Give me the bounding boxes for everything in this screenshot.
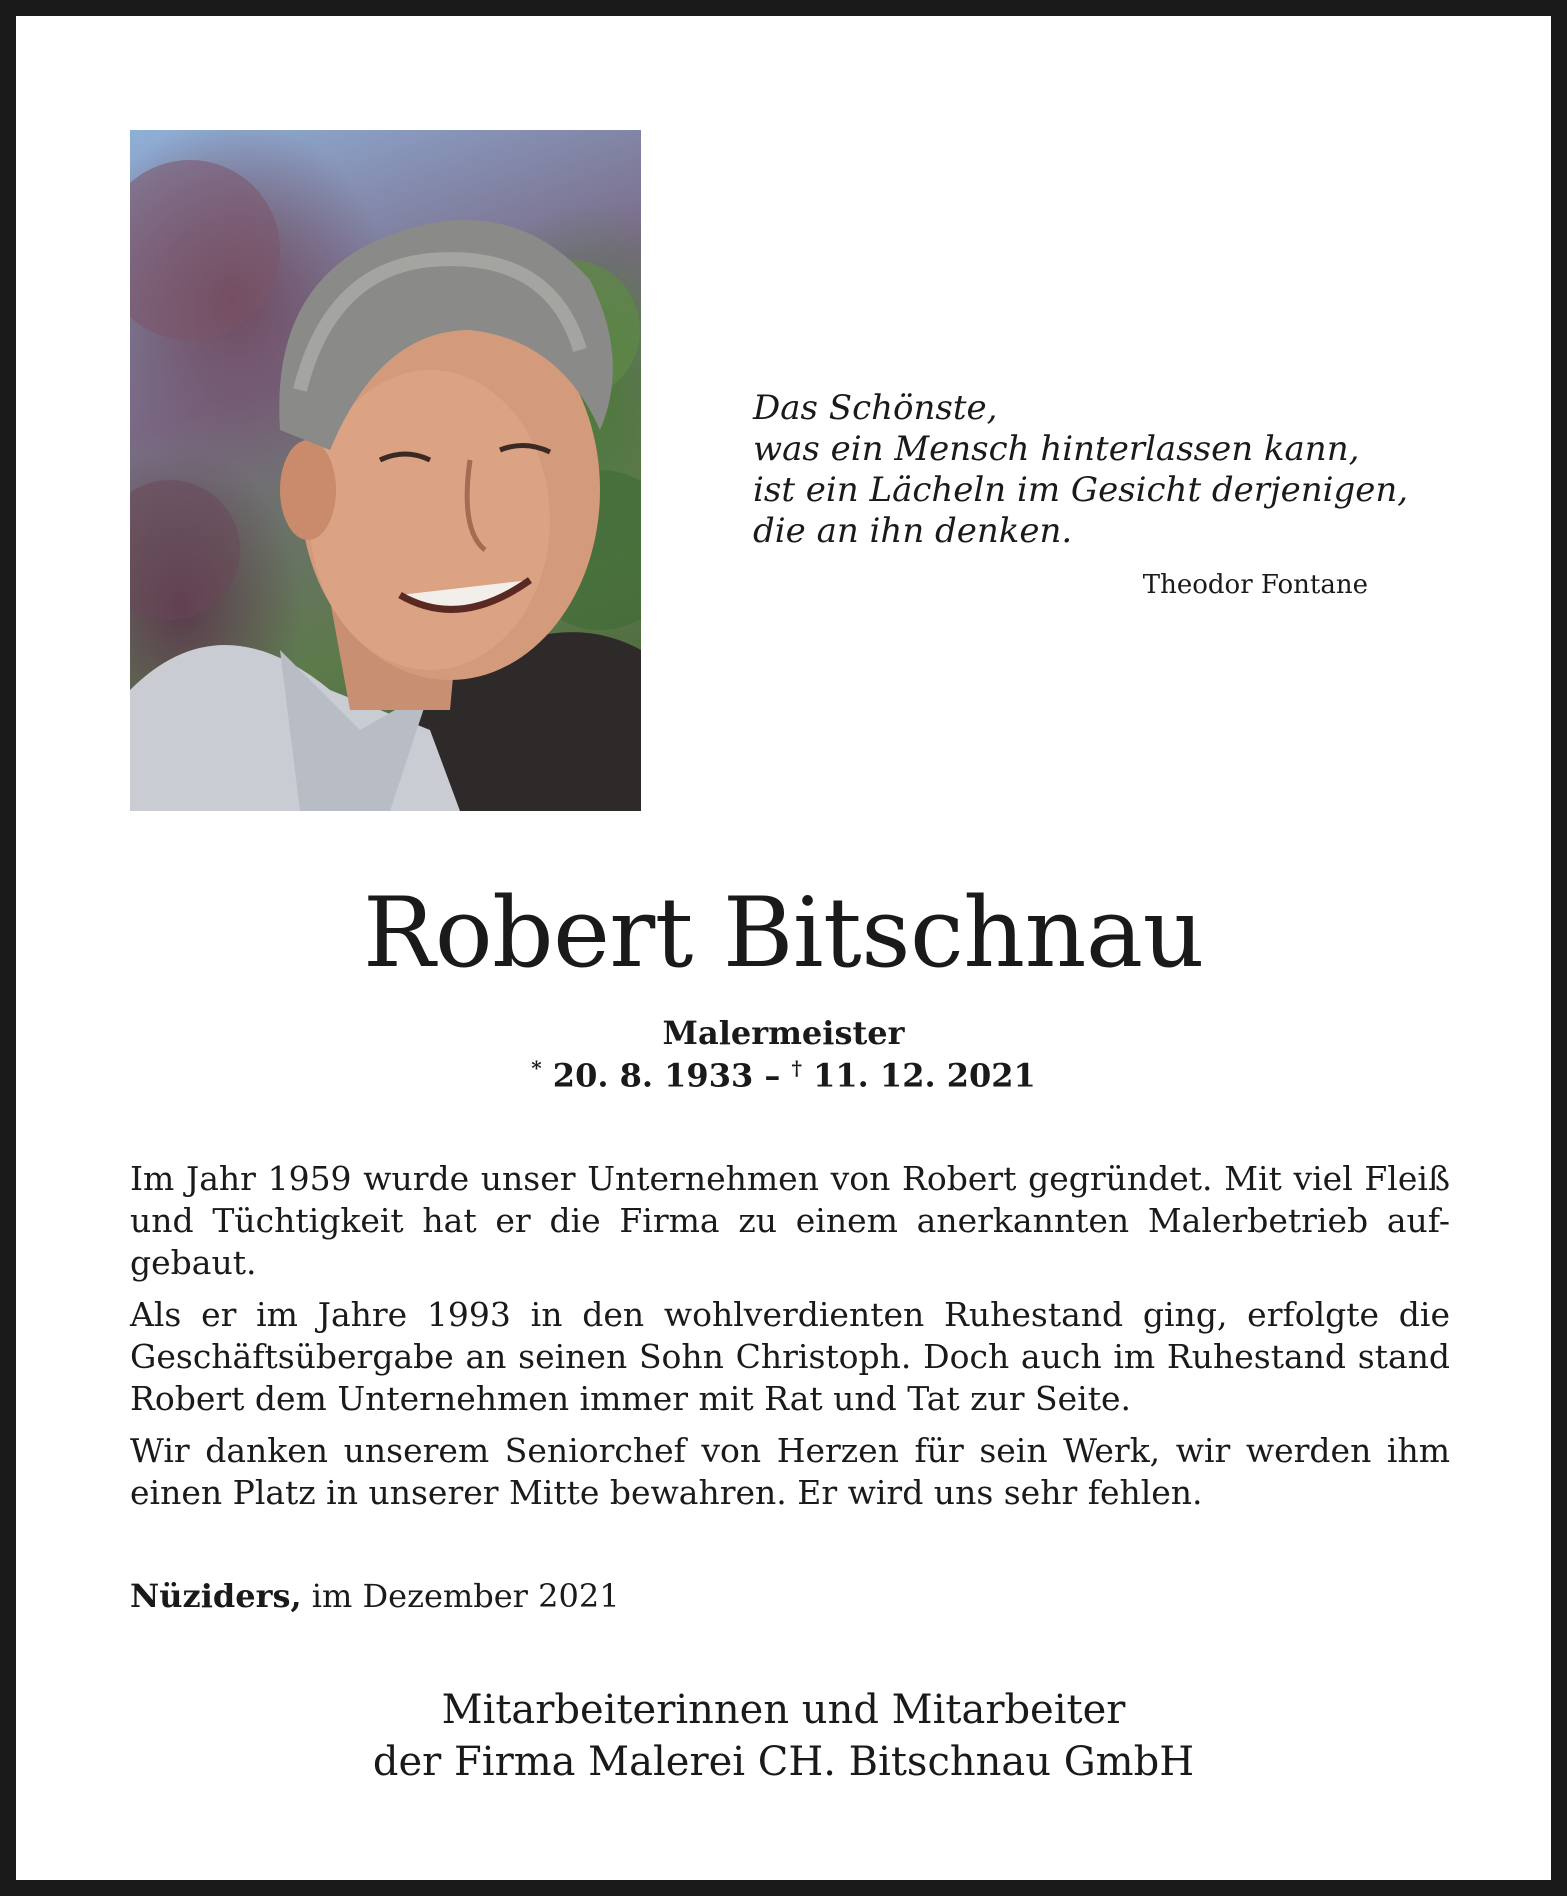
life-dates	[16, 1056, 1551, 1095]
place-town: Nüziders,	[130, 1577, 302, 1615]
place-date-text: im Dezember 2021	[311, 1577, 620, 1615]
deceased-name: Robert Bitschnau	[363, 877, 1204, 989]
signature-line-2: der Firma Malerei CH. Bitschnau GmbH	[372, 1739, 1195, 1785]
place-date	[130, 1577, 620, 1615]
paragraph: Im Jahr 1959 wurde unser Unternehmen von Robert gegründet. Mit viel Fleiß und Tüchtigkeit hat er die Firma zu einem anerkannten Malerbetrieb auf-gebaut.	[130, 1159, 1450, 1282]
signature	[16, 1684, 1551, 1788]
quote-author: Theodor Fontane	[1142, 570, 1368, 600]
deceased-profession: Malermeister	[662, 1014, 905, 1052]
quote-line: die an ihn denken.	[753, 511, 1073, 551]
date-separator: –	[764, 1056, 781, 1095]
death-date: 11. 12. 2021	[813, 1056, 1036, 1095]
death-symbol: †	[791, 1056, 802, 1080]
quote	[753, 388, 1409, 552]
birth-symbol: *	[531, 1056, 542, 1080]
quote-line: ist ein Lächeln im Gesicht derjenigen,	[753, 470, 1409, 510]
portrait-photo	[130, 130, 641, 811]
paragraph: Als er im Jahre 1993 in den wohlverdienten Ruhestand ging, erfolgte die Geschäftsübergabe an seinen Sohn Christoph. Doch auch im Ruhestand stand Robert dem Unternehmen immer mit Rat und Tat zur Seite.	[130, 1295, 1450, 1418]
obituary-text	[130, 1158, 1450, 1524]
birth-date: 20. 8. 1933	[552, 1056, 754, 1095]
signature-line-1: Mitarbeiterinnen und Mitarbeiter	[441, 1687, 1126, 1733]
quote-line: was ein Mensch hinterlassen kann,	[753, 429, 1360, 469]
quote-line: Das Schönste,	[753, 388, 998, 428]
paragraph: Wir danken unserem Seniorchef von Herzen für sein Werk, wir werden ihm einen Platz in unserer Mitte bewahren. Er wird uns sehr fehlen.	[130, 1431, 1450, 1512]
portrait-illustration	[130, 130, 641, 811]
obituary-sheet	[16, 16, 1551, 1880]
